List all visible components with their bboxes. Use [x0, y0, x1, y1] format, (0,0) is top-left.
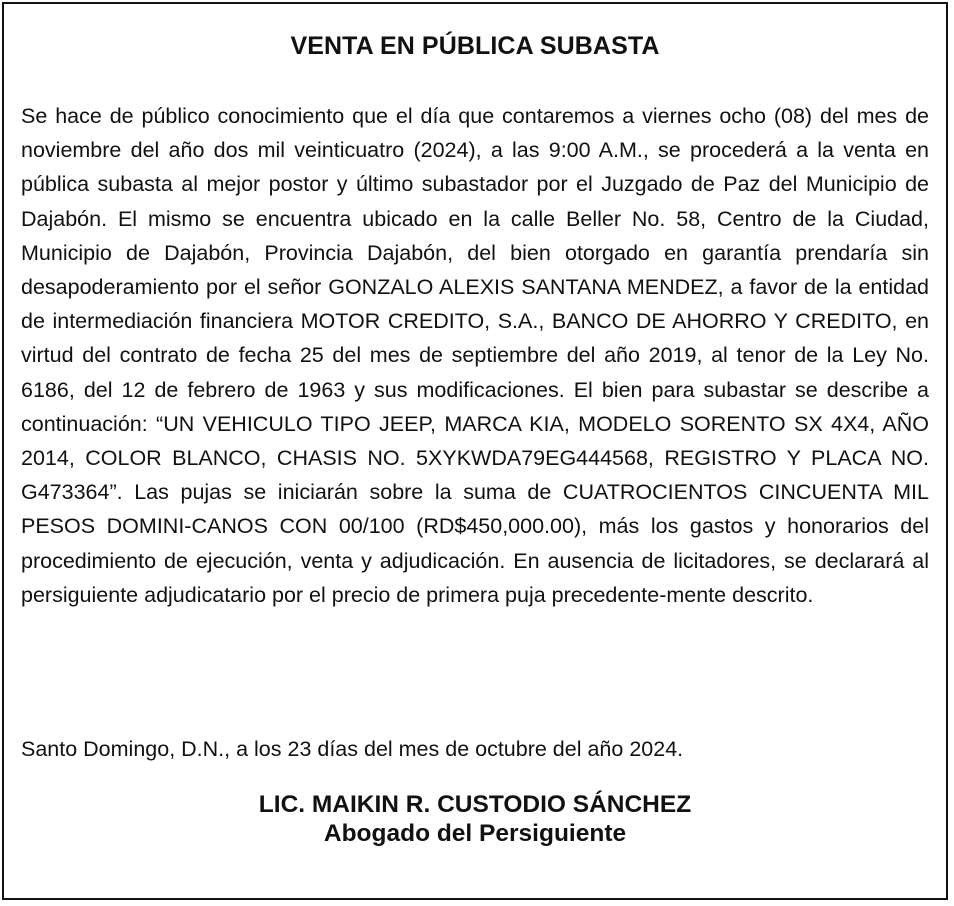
signature-block — [4, 790, 946, 848]
signatory-role: Abogado del Persiguiente — [323, 820, 627, 847]
notice-body: Se hace de público conocimiento que el día que contaremos a viernes ocho (08) del mes de noviembre del año dos mil veinticuatro (2024), a las 9:00 A.M., se procederá a la venta en pública subasta al mejor postor y último subastador por el Juzgado de Paz del Municipio de Dajabón. El mismo se encuentra ubicado en la calle Beller No. 58, Centro de la Ciudad, Municipio de Dajabón, Provincia Dajabón, del bien otorgado en garantía prendaría sin desapoderamiento por el señor GONZALO ALEXIS SANTANA MENDEZ, a favor de la entidad de intermediación financiera MOTOR CREDITO, S.A., BANCO DE AHORRO Y CREDITO, en virtud del contrato de fecha 25 del mes de septiembre del año 2019, al tenor de la Ley No. 6186, del 12 de febrero de 1963 y sus modificaciones. El bien para subastar se describe a continuación: “UN VEHICULO TIPO JEEP, MARCA KIA, MODELO SORENTO SX 4X4, AÑO 2014, COLOR BLANCO, CHASIS NO. 5XYKWDA79EG444568, REGISTRO Y PLACA NO. G473364”. Las pujas se iniciarán sobre la suma de CUATROCIENTOS CINCUENTA MIL PESOS DOMINI-CANOS CON 00/100 (RD$450,000.00), más los gastos y honorarios del procedimiento de ejecución, venta y adjudicación. En ausencia de licitadores, se declarará al persiguiente adjudicatario por el precio de primera puja precedente-mente descrito. — [21, 104, 929, 607]
legal-notice-box — [2, 2, 948, 900]
notice-title: VENTA EN PÚBLICA SUBASTA — [290, 32, 660, 60]
signatory-name: LIC. MAIKIN R. CUSTODIO SÁNCHEZ — [258, 791, 692, 818]
notice-date-line: Santo Domingo, D.N., a los 23 días del mes de octubre del año 2024. — [21, 737, 684, 761]
